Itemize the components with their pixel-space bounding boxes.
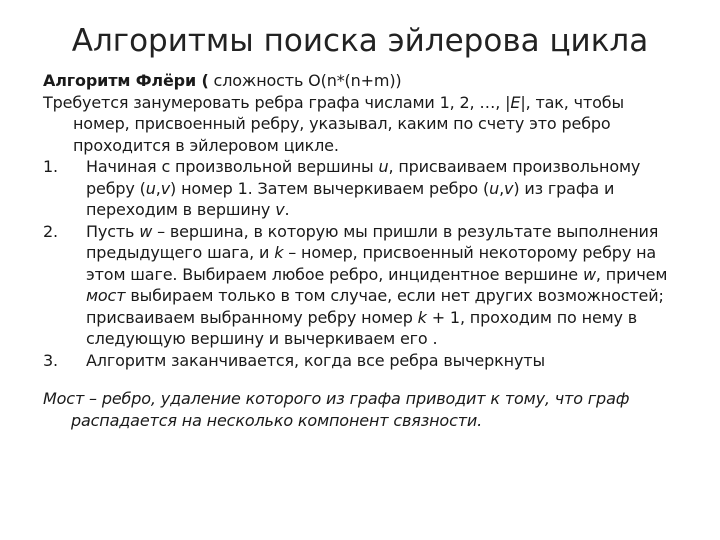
algorithm-steps: [43, 156, 673, 371]
step-1: [43, 156, 673, 221]
step-number: 1.: [43, 157, 58, 176]
algorithm-heading: [43, 70, 673, 92]
task-text-1: Требуется занумеровать ребра графа числами 1, 2, …, |: [43, 92, 511, 112]
step-number: 3.: [43, 350, 58, 370]
algorithm-name: Алгоритм Флёри (: [43, 71, 209, 90]
slide-title: Алгоритмы поиска эйлерова цикла: [71, 23, 649, 59]
step-2: [43, 221, 673, 350]
slide-body: [43, 70, 673, 431]
task-text-2: |, так, чтобы номер, присвоенный ребру, указывал, каким по счету это ребро проходится в эйлеровом цикле.: [73, 92, 624, 155]
task-statement: [43, 92, 673, 157]
step-text: Начиная с произвольной вершины u, присваиваем произвольному ребру (u,v) номер 1. Затем вычеркиваем ребро (u,v) из графа и переходим в вершину v.: [86, 157, 641, 219]
algorithm-complexity: сложность O(n*(n+m)): [208, 71, 402, 90]
step-3: [43, 350, 673, 372]
bridge-definition: Мост – ребро, удаление которого из графа приводит к тому, что граф распадается на несколько компонент связности.: [43, 389, 630, 430]
step-text: Пусть w – вершина, в которую мы пришли в результате выполнения предыдущего шага, и k – номер, присвоенный некоторому ребру на этом шаге. Выбираем любое ребро, инцидентное вершине w, причем мост выбираем только в том случае, если нет других возможностей; присваиваем выбранному ребру номер k + 1, проходим по нему в следующую вершину и вычеркиваем его .: [86, 221, 668, 348]
edge-set-symbol: E: [510, 92, 521, 112]
step-text: Алгоритм заканчивается, когда все ребра вычеркнуты: [86, 350, 545, 370]
step-number: 2.: [43, 221, 58, 241]
